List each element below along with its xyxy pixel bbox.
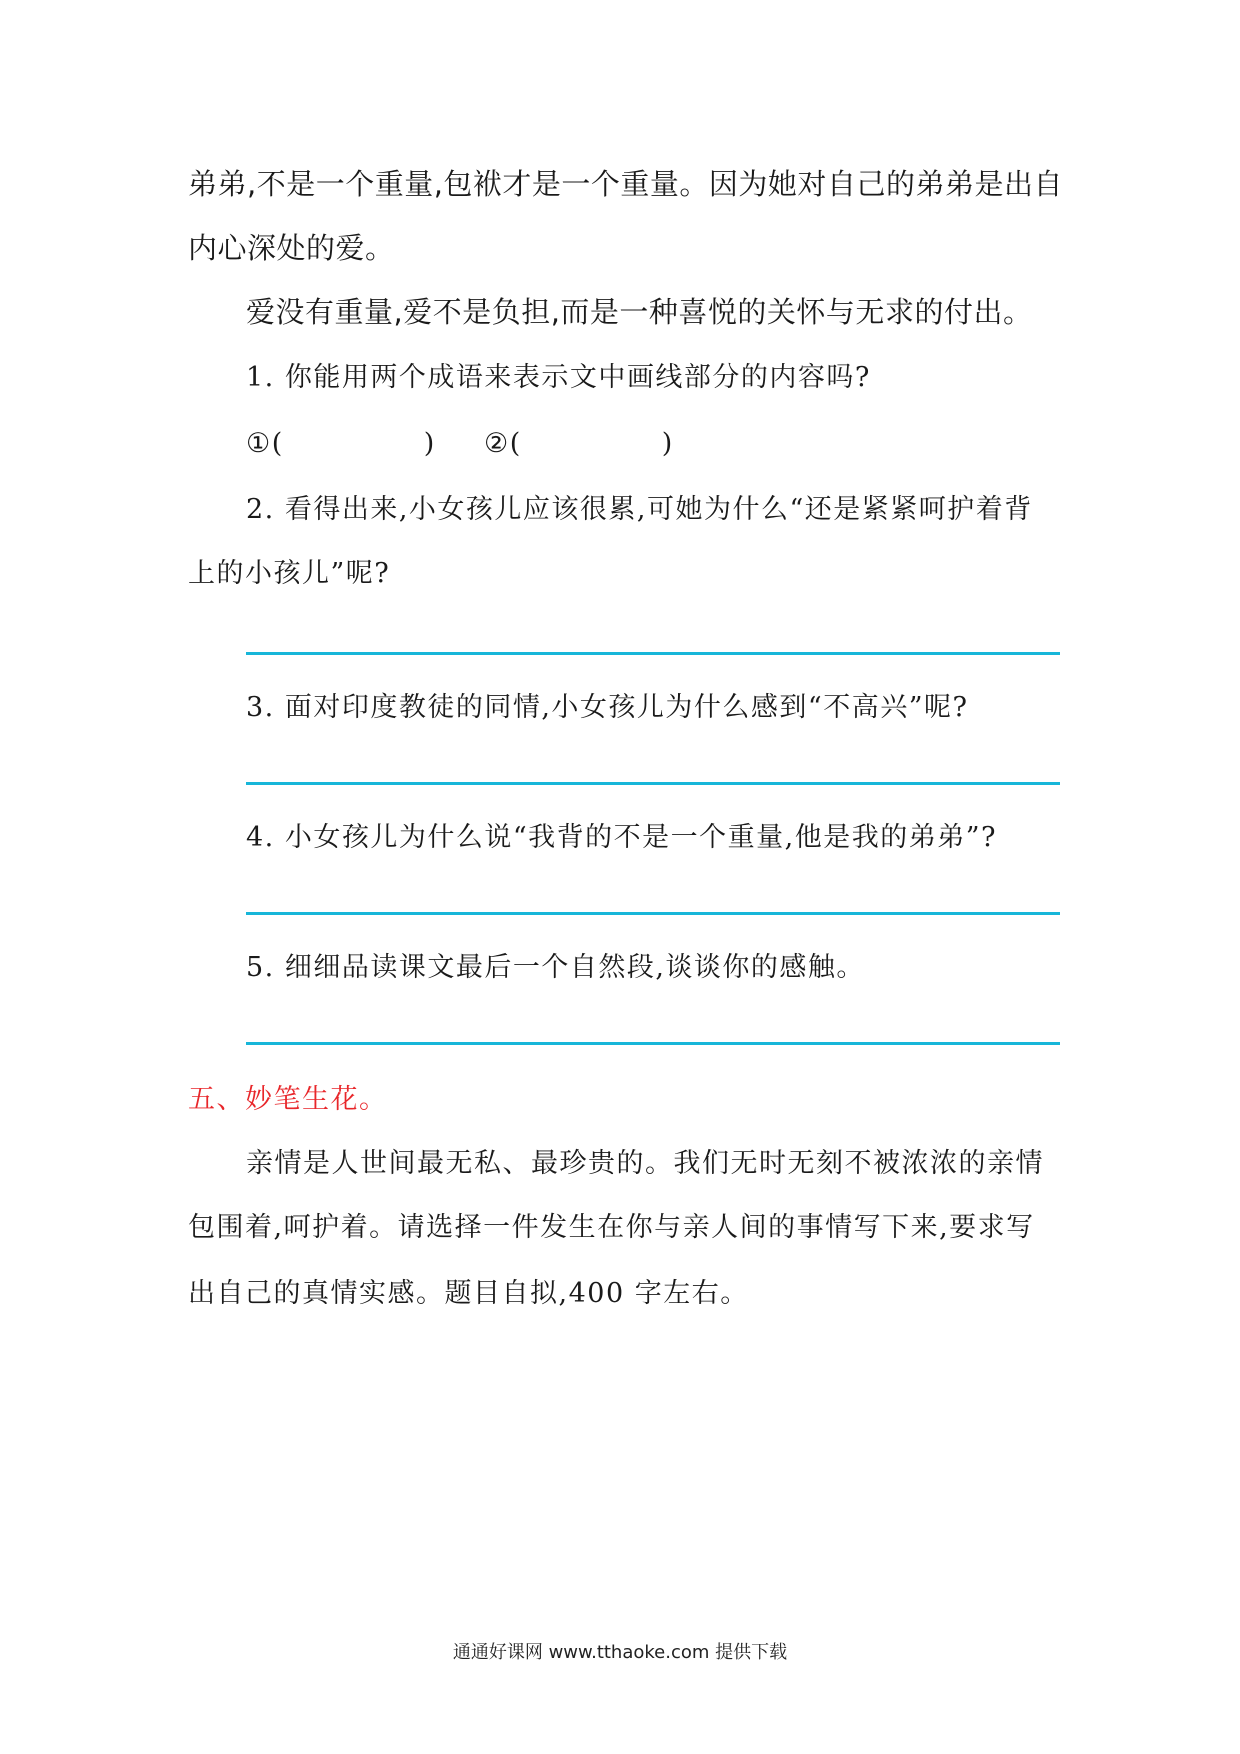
question-2-line-1: 2. 看得出来,小女孩儿应该很累,可她为什么“还是紧紧呵护着背	[246, 494, 1033, 525]
blank-2-close: )	[661, 428, 674, 459]
question-1-blanks	[246, 430, 674, 457]
blank-1-close: )	[423, 428, 436, 459]
passage-line-1: 弟弟,不是一个重量,包袱才是一个重量。因为她对自己的弟弟是出自	[188, 167, 1063, 201]
footer-credit: 通通好课网 www.tthaoke.com 提供下载	[452, 1642, 788, 1663]
passage-line-2: 内心深处的爱。	[188, 231, 395, 265]
section-5-line-2: 包围着,呵护着。请选择一件发生在你与亲人间的事情写下来,要求写	[188, 1212, 1035, 1243]
question-3: 3. 面对印度教徒的同情,小女孩儿为什么感到“不高兴”呢?	[246, 692, 969, 723]
blank-2-open: ②(	[483, 428, 522, 459]
blank-1-open: ①(	[246, 428, 284, 459]
question-4: 4. 小女孩儿为什么说“我背的不是一个重量,他是我的弟弟”?	[246, 822, 998, 853]
section-5-heading: 五、妙笔生花。	[188, 1084, 388, 1115]
section-5-line-1: 亲情是人世间最无私、最珍贵的。我们无时无刻不被浓浓的亲情	[246, 1148, 1044, 1179]
answer-line-q5[interactable]	[246, 1042, 1060, 1045]
question-1: 1. 你能用两个成语来表示文中画线部分的内容吗?	[246, 362, 871, 393]
answer-line-q4[interactable]	[246, 912, 1060, 915]
section-5-line-3: 出自己的真情实感。题目自拟,400 字左右。	[188, 1278, 749, 1309]
passage-line-3: 爱没有重量,爱不是负担,而是一种喜悦的关怀与无求的付出。	[246, 295, 1033, 329]
answer-line-q3[interactable]	[246, 782, 1060, 785]
question-5: 5. 细细品读课文最后一个自然段,谈谈你的感触。	[246, 952, 865, 983]
question-2-line-2: 上的小孩儿”呢?	[188, 558, 391, 589]
answer-line-q2[interactable]	[246, 652, 1060, 655]
